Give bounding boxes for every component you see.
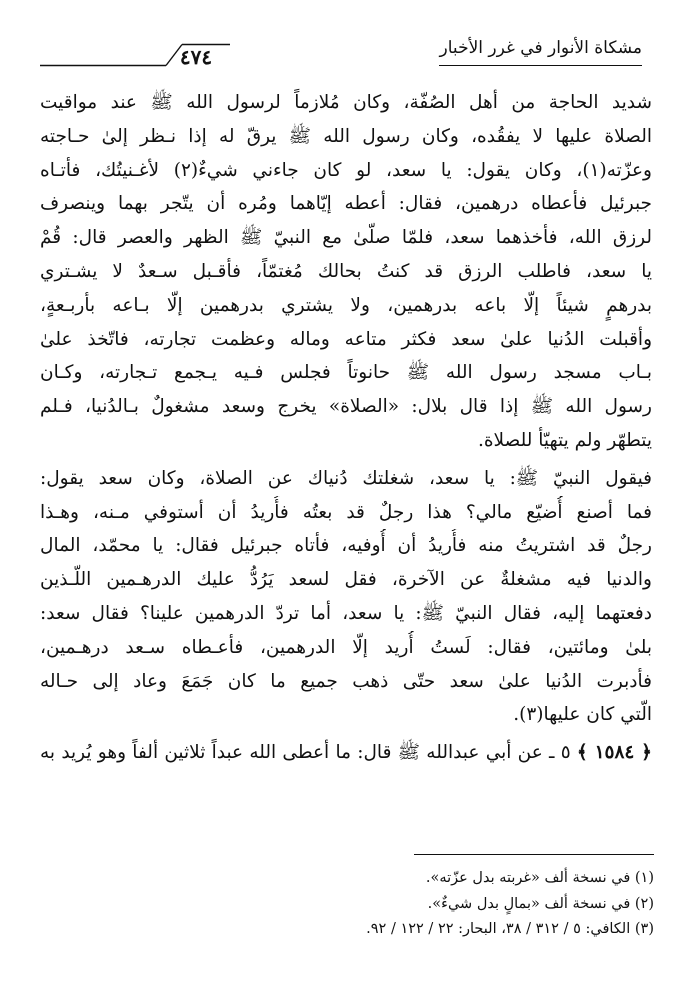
text-line: جبرئيل فأعطاه درهمين، فقال: أعطه إيّاهما ومُره أن يتّجر بهما وينصرف — [40, 193, 652, 215]
footnote-1: (١) في نسخة ألف «غربته بدل عزّته». — [425, 870, 654, 886]
footnotes — [42, 866, 654, 943]
paragraph-2 — [40, 462, 652, 732]
page-header — [0, 32, 694, 74]
text-line: وعزّته(١)، وكان يقول: يا سعد، لو كان جاءني شيءٌ(٢) لأغـنيتُك، فأتـاه — [40, 159, 652, 181]
text-line: فيقول النبيّ ﷺ: يا سعد، شغلتك دُنياك عن الصلاة، وكان سعد يقول: — [40, 467, 652, 489]
text-line: الصلاة عليها لا يفقُده، وكان رسول الله ﷺ يرقّ له إذا نـظر إلىٰ حـاجته — [40, 125, 652, 147]
text-line: شديد الحاجة من أهل الصُفّة، وكان مُلازماً لرسول الله ﷺ عند مواقيت — [40, 92, 652, 113]
main-text — [40, 86, 652, 770]
footnote-3: (٣) الكافي: ٥ / ٣١٢ / ٣٨، البحار: ٢٢ / ١٢٢ / ٩٢. — [366, 921, 654, 937]
text-line: والدنيا فيه مشغلةٌ عن الآخرة، فقل لسعد يَرُدُّ عليك الدرهـمين اللّـذين — [40, 569, 652, 591]
paragraph-3 — [40, 736, 652, 770]
paragraph-1 — [40, 86, 652, 458]
text-line: يا سعد، فاطلب الرزق قد كنتُ بحالك مُغتمّاً، فأقـبل سـعدٌ لا يشـتري — [40, 260, 652, 282]
text-line: بدرهمٍ شيئاً إلّا باعه بدرهمين، ولا يشتري بدرهمين إلّا بـاعه بأربـعةٍ، — [40, 294, 652, 316]
text-line: رسول الله ﷺ إذا قال بلال: «الصلاة» يخرج وسعد مشغولٌ بـالدُنيا، فـلم — [40, 396, 652, 418]
page-number: ٤٧٤ — [179, 45, 213, 69]
header-rule — [439, 65, 642, 66]
footnote-2: (٢) في نسخة ألف «بمالٍ بدل شيءٌ». — [427, 895, 654, 912]
text-line: دفعتهما إليه، فقال النبيّ ﷺ: يا سعد، أما تردّ الدرهمين علينا؟ فقال سعد: — [40, 602, 652, 624]
text-line: وأقبلت الدُنيا علىٰ سعد فكثر متاعه وماله وعظمت تجارته، فاتّخذ علىٰ — [40, 328, 652, 350]
text-line: لرزق الله، فأخذهما سعد، فلمّا صلّىٰ مع النبيّ ﷺ الظهر والعصر قال: قُمْ — [40, 227, 652, 249]
running-title: مشكاة الأنوار في غرر الأخبار — [439, 38, 642, 58]
hadith-text: ٥ ـ عن أبي عبدالله ﷺ قال: ما أعطى الله عبداً ثلاثين ألفاً وهو يُريد به — [40, 742, 577, 764]
text-line: فما أصنع أُضيّع مالي؟ هذا رجلٌ قد بعتُه فأُريدُ أن أستوفي مـنه، وهـذا — [40, 501, 652, 523]
text-line: يتطهّر ولم يتهيّأ للصلاة. — [477, 429, 652, 451]
footnote-separator — [414, 854, 654, 855]
hadith-number: ﴿ ١٥٨٤ ﴾ — [576, 742, 652, 764]
text-line: بلىٰ ومائتين، فقال: لَستُ أُريد إلّا الدرهمين، فأعـطاه سـعد درهـمين، — [40, 636, 652, 658]
text-line — [40, 736, 652, 770]
text-line: فأدبرت الدُنيا علىٰ سعد حتّى ذهب جميع ما كان جَمَعَ وعاد إلى حـاله — [40, 670, 652, 692]
page-number-frame — [0, 32, 230, 74]
text-line: رجلٌ قد اشتريتُ منه فأُريدُ أن أُوفيه، فأتاه جبرئيل فقال: يا محمّد، المال — [40, 535, 652, 557]
text-line: الّتي كان عليها(٣). — [513, 704, 652, 726]
text-line: بـاب مسجد رسول الله ﷺ حانوتاً فجلس فـيه يـجمع تـجارته، وكـان — [40, 362, 652, 384]
